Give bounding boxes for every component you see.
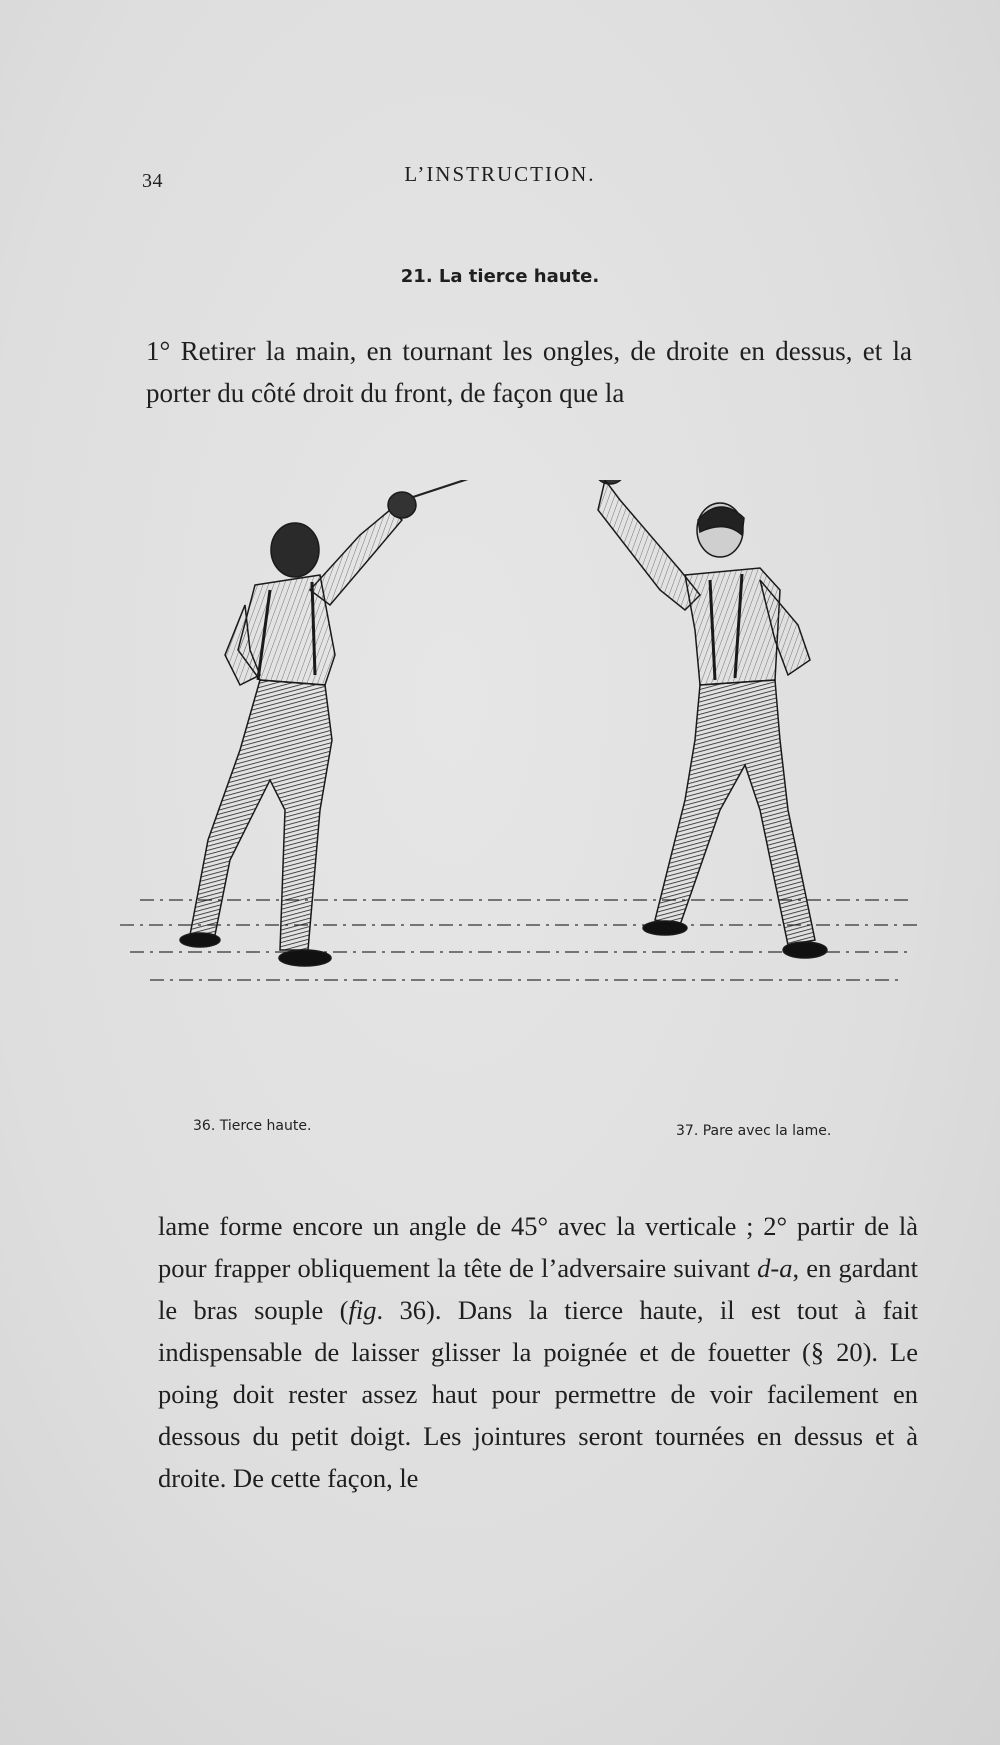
figure-caption-36: 36. Tierce haute. [193, 1118, 312, 1134]
paragraph-bottom [158, 1205, 918, 1499]
left-fencer [180, 492, 416, 966]
crossed-swords [410, 480, 685, 498]
paragraph-top: 1° Retirer la main, en tournant les ongles, de droite en dessus, et la porter du côté droit du front, de façon que la [146, 336, 912, 408]
right-fencer [594, 480, 827, 958]
running-head: L’INSTRUCTION. [404, 162, 596, 186]
paragraph-bottom-part3: . 36). Dans la tierce haute, il est tout à fait indispensable de laisser glisser la poignée et de fouetter (§ 20). Le poing doit rester assez haut pour permettre de voir facilement en dessous du petit doigt. Les jointures seront tournées en dessus et à droite. De cette façon, le [158, 1295, 918, 1493]
section-title: 21. La tierce haute. [400, 266, 600, 287]
paragraph-bottom-part2: , en gardant le bras souple ( [158, 1253, 918, 1325]
page-number: 34 [142, 170, 163, 192]
line-label: d-a [757, 1253, 793, 1283]
figure-caption-37: 37. Pare avec la lame. [676, 1123, 832, 1139]
paragraph-bottom-part1: lame forme encore un angle de 45° avec la verticale ; 2° partir de là pour frapper obliquement la tête de l’adversaire suivant [158, 1211, 918, 1283]
fencers-engraving [120, 480, 920, 1120]
fig-abbrev: fig [348, 1295, 377, 1325]
fencing-illustration [120, 480, 920, 1120]
